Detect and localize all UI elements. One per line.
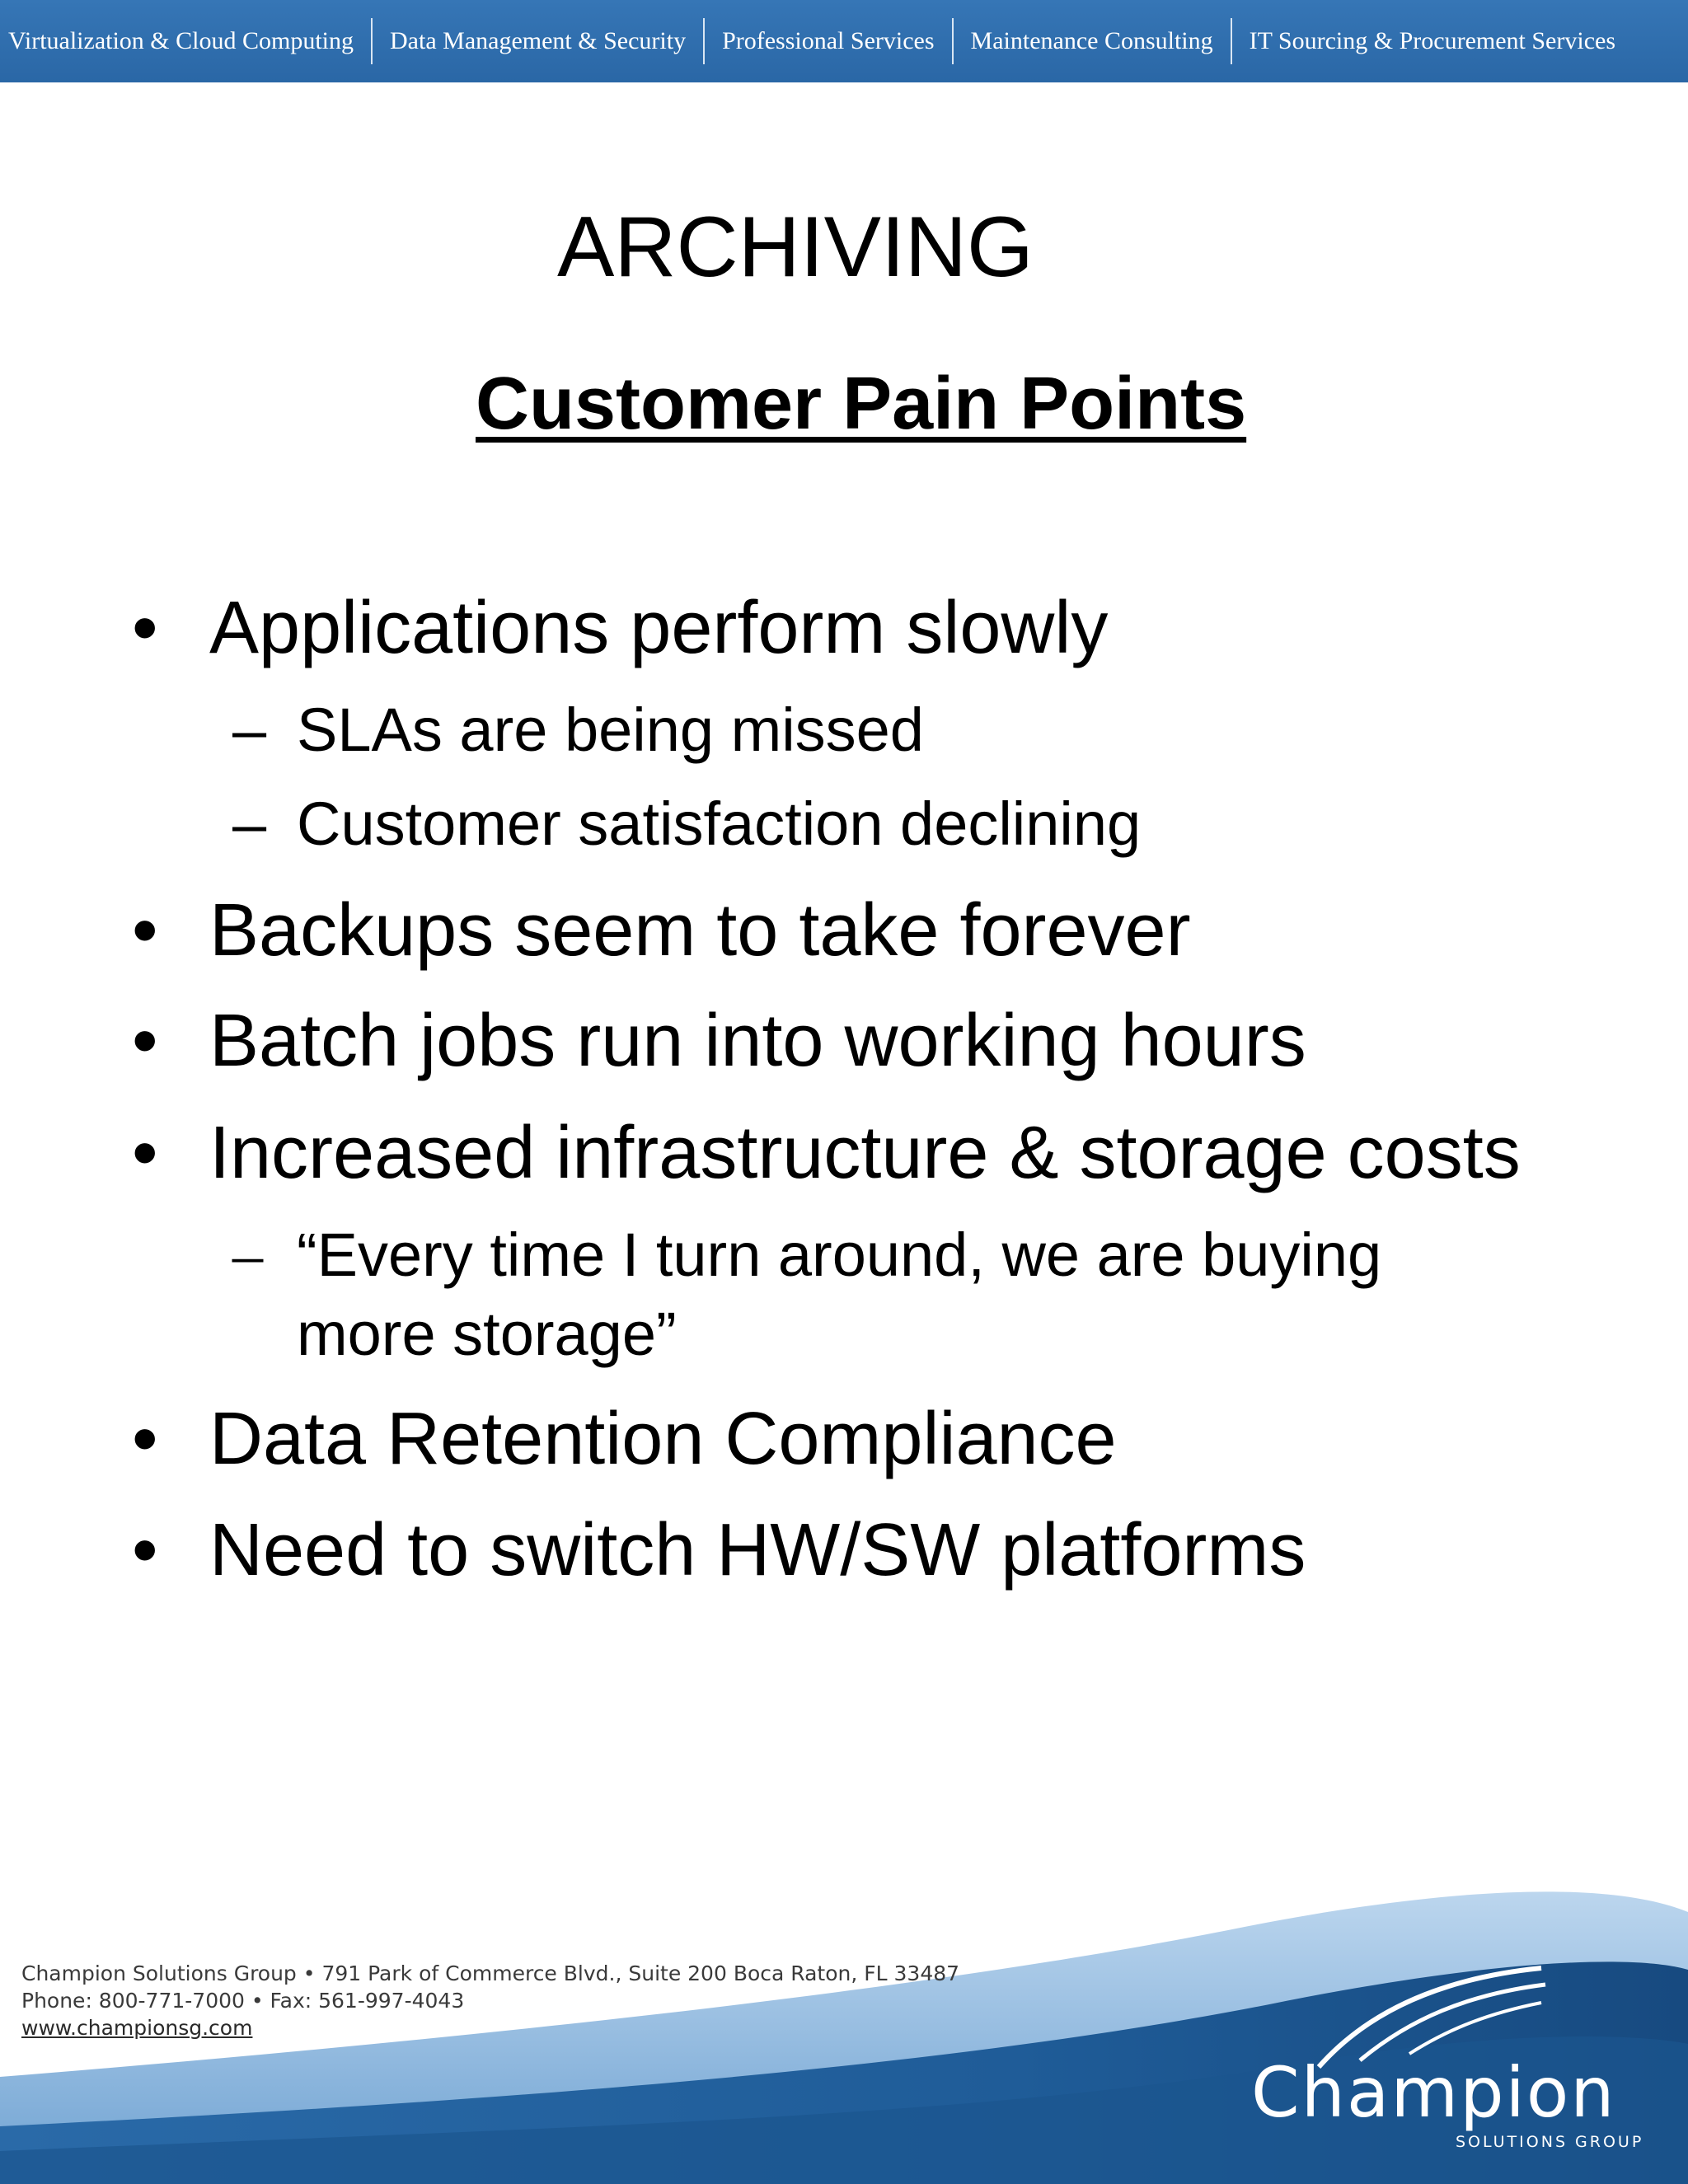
bullet-text: Data Retention Compliance [209, 1398, 1117, 1480]
sub-bullet-text: Customer satisfaction declining [297, 790, 1142, 858]
sub-bullet-text: more storage” [297, 1300, 677, 1368]
logo-name: Champion [1251, 2052, 1616, 2133]
sub-bullet-dash: – [232, 696, 267, 764]
footer-address-block [21, 1960, 959, 2041]
bullet-dot: • [132, 1509, 158, 1591]
sub-bullet-dash: – [232, 1221, 263, 1289]
top-nav-bar [0, 0, 1688, 82]
sub-bullet-text: SLAs are being missed [297, 696, 924, 764]
nav-data-management-security[interactable]: Data Management & Security [390, 27, 687, 54]
bullet-text: Batch jobs run into working hours [209, 1000, 1306, 1082]
nav-divider [703, 18, 705, 64]
website-link[interactable]: www.championsg.com [21, 2016, 253, 2040]
sub-bullet-text: “Every time I turn around, we are buying [297, 1221, 1382, 1289]
nav-divider [371, 18, 373, 64]
logo-subtitle: SOLUTIONS GROUP [1456, 2133, 1644, 2151]
bullet-dot: • [132, 1398, 158, 1480]
bullet-dot: • [132, 587, 158, 669]
address-line: Champion Solutions Group • 791 Park of Commerce Blvd., Suite 200 Boca Raton, FL 33487 [21, 1961, 960, 1985]
nav-divider [1231, 18, 1232, 64]
slide-title: ARCHIVING [557, 199, 1034, 295]
sub-bullet-dash: – [232, 790, 267, 858]
slide-subtitle: Customer Pain Points [476, 363, 1247, 445]
nav-virtualization-cloud[interactable]: Virtualization & Cloud Computing [8, 27, 354, 54]
nav-maintenance-consulting[interactable]: Maintenance Consulting [970, 27, 1213, 54]
bullet-text: Need to switch HW/SW platforms [209, 1509, 1306, 1591]
nav-it-sourcing-procurement[interactable]: IT Sourcing & Procurement Services [1249, 27, 1616, 54]
bullet-text: Applications perform slowly [209, 587, 1109, 669]
nav-divider [952, 18, 954, 64]
bullet-text: Increased infrastructure & storage costs [209, 1112, 1521, 1194]
bullet-dot: • [132, 889, 158, 972]
bullet-text: Backups seem to take forever [209, 889, 1191, 972]
nav-professional-services[interactable]: Professional Services [722, 27, 935, 54]
bullet-dot: • [132, 1000, 158, 1082]
bullet-dot: • [132, 1112, 158, 1194]
contact-line: Phone: 800-771-7000 • Fax: 561-997-4043 [21, 1989, 465, 2013]
